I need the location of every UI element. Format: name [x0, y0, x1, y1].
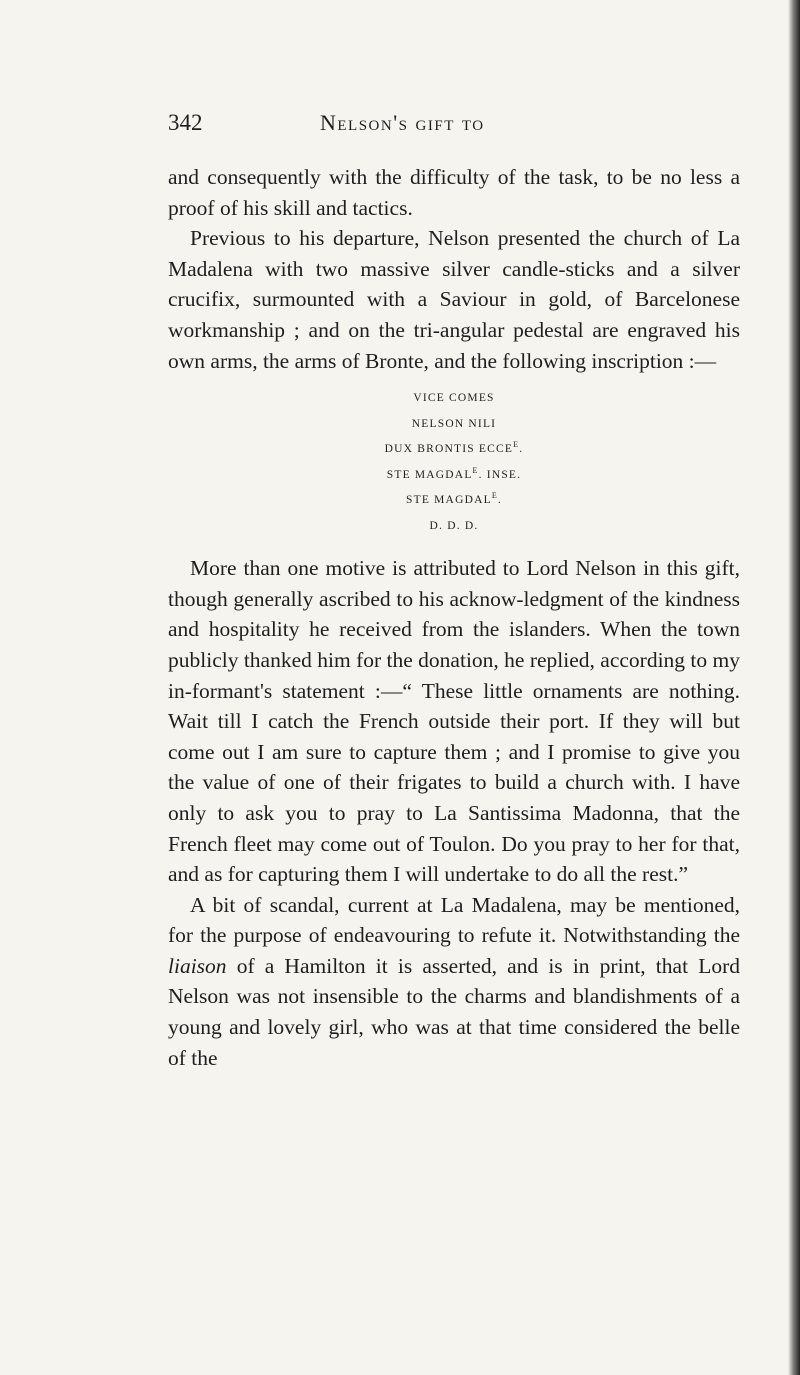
paragraph-4-before: A bit of scandal, current at La Madalena, may be mentioned, for the purpose of endeavouring to refute it. Notwithstanding the — [168, 892, 740, 948]
paragraph-4-italic: liaison — [168, 953, 227, 978]
paragraph-1: and consequently with the difficulty of the task, to be no less a proof of his skill and tactics. — [168, 165, 740, 220]
inscription-line-3 — [168, 437, 740, 463]
body-text — [168, 162, 740, 1073]
running-head — [168, 110, 740, 140]
inscription-line-3-text: DUX BRONTIS ECCE — [384, 443, 514, 456]
paragraph-4-after: of a Hamilton it is asserted, and is in print, that Lord Nelson was not insensible to the charms and blandishments of a young and lovely girl, who was at that time considered the belle of the — [168, 953, 740, 1070]
inscription-line-3-sup: E — [513, 440, 520, 450]
paragraph-3: More than one motive is attributed to Lord Nelson in this gift, though generally ascribed to his acknow-ledgment of the kindness and hospitality he received from the islanders. When the town publicly thanked him for the donation, he replied, according to my in-formant's statement :—“ These little ornaments are nothing. Wait till I catch the French outside their port. If they will but come out I am sure to capture them ; and I promise to give you the value of one of their frigates to build a church with. I have only to ask you to pray to La Santissima Madonna, that the French fleet may come out of Toulon. Do you pray to her for that, and as for capturing them I will undertake to do all the rest.” — [168, 556, 740, 887]
inscription-line-4-sup: E — [472, 465, 479, 475]
inscription — [168, 386, 740, 539]
inscription-line-4 — [168, 463, 740, 489]
inscription-line-4-text: STE MAGDAL — [386, 468, 473, 481]
inscription-line-4-tail: . INSE. — [478, 468, 522, 481]
page-number: 342 — [168, 110, 203, 135]
inscription-line-5 — [168, 488, 740, 514]
inscription-line-5-text: STE MAGDAL — [406, 494, 492, 507]
inscription-line-1: VICE COMES — [413, 392, 495, 405]
page-edge-shadow — [788, 0, 800, 1375]
paragraph-4 — [168, 890, 740, 1074]
inscription-line-2: NELSON NILI — [411, 417, 497, 430]
inscription-line-3-tail: . — [519, 443, 524, 456]
paragraph-2: Previous to his departure, Nelson presented the church of La Madalena with two massive silver candle-sticks and a silver crucifix, surmounted with a Saviour in gold, of Barcelonese workmanship ; and on the tri-angular pedestal are engraved his own arms, the arms of Bronte, and the following inscription :— — [168, 226, 740, 373]
inscription-line-5-sup: E — [491, 491, 498, 501]
inscription-line-6: D. D. D. — [429, 519, 479, 532]
inscription-line-5-tail: . — [497, 494, 502, 507]
running-title: Nelson's gift to — [320, 110, 485, 135]
